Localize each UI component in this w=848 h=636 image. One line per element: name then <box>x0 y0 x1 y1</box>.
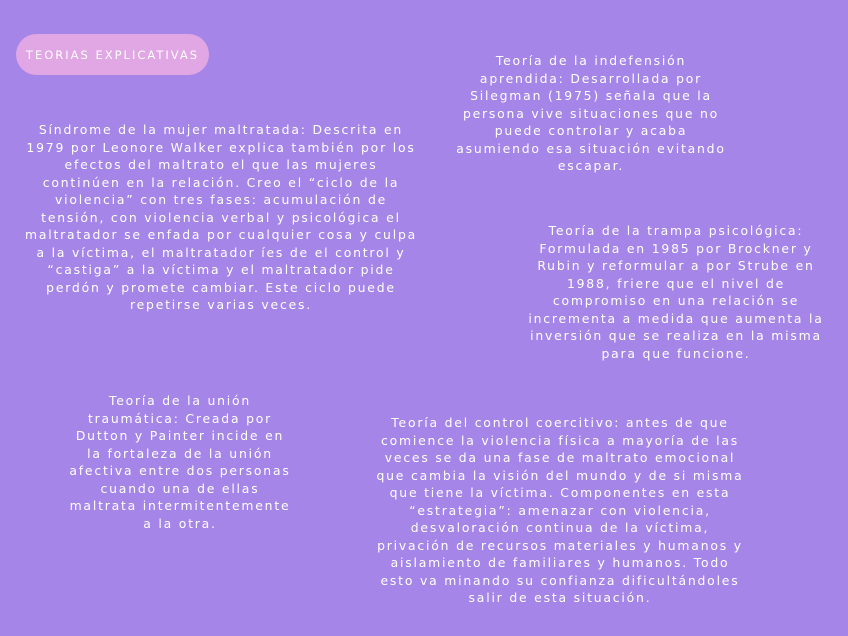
theory-psychological-trap: Teoría de la trampa psicológica: Formulada en 1985 por Brockner y Rubin y reformular a por Strube en 1988, friere que el nivel de compromiso en una relación se incrementa a medida que aumenta la inversión que se realiza en la misma para que funcione. <box>528 223 824 361</box>
theory-coercive-control: Teoría del control coercitivo: antes de que comience la violencia física a mayoría de las veces se da una fase de maltrato emocional que cambia la visión del mundo y de si misma que tiene la víctima. Componentes en esta “estrategia”: amenazar con violencia, desvaloración continua de la víctima, privación de recursos materiales y humanos y aislamiento de familiares y humanos. Todo esto va minando su confianza dificultándoles salir de esta situación. <box>376 415 744 605</box>
theory-traumatic-bonding: Teoría de la unión traumática: Creada por Dutton y Painter incide en la fortaleza de la unión afectiva entre dos personas cuando una de ellas maltrata intermitentemente a la otra. <box>69 393 291 531</box>
theory-learned-helplessness: Teoría de la indefensión aprendida: Desarrollada por Silegman (1975) señala que la persona vive situaciones que no puede controlar y acaba asumiendo esa situación evitando escapar. <box>456 53 726 173</box>
theory-battered-woman-syndrome: Síndrome de la mujer maltratada: Descrita en 1979 por Leonore Walker explica también por los efectos del maltrato el que las mujeres continúen en la relación. Creo el “ciclo de la violencia” con tres fases: acumulación de tensión, con violencia verbal y psicológica el maltratador se enfada por cualquier cosa y culpa a la víctima, el maltratador íes de el control y “castiga” a la víctima y el maltratador pide perdón y promete cambiar. Este ciclo puede repetirse varias veces. <box>24 122 418 312</box>
title-badge <box>16 34 209 75</box>
page-title: TEORIAS EXPLICATIVAS <box>25 47 200 62</box>
